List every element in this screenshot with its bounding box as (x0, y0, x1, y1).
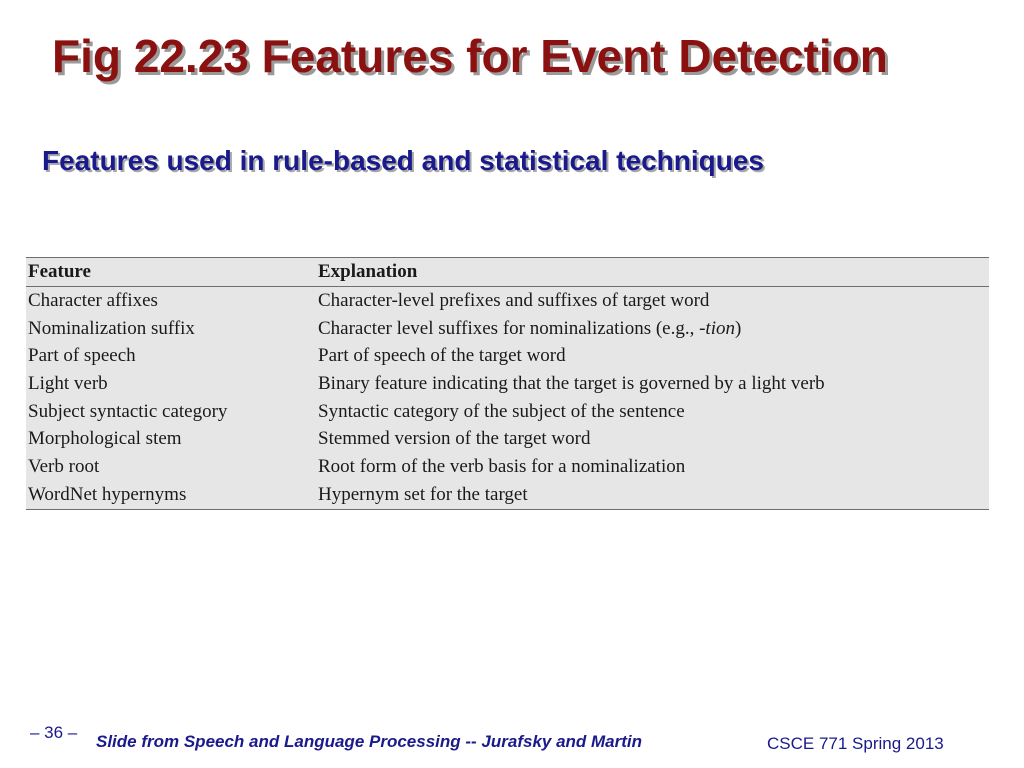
explanation-cell: Part of speech of the target word (318, 345, 566, 367)
column-header-explanation: Explanation (316, 258, 989, 287)
explanation-cell: Stemmed version of the target word (318, 428, 591, 450)
explanation-cell: Character-level prefixes and suffixes of target word (318, 289, 710, 311)
table-row (26, 453, 989, 481)
explanation-cell (316, 315, 989, 343)
table-row (26, 398, 989, 426)
features-table (26, 257, 989, 510)
slide-title: Fig 22.23 Features for Event Detection (52, 30, 888, 82)
course-label: CSCE 771 Spring 2013 (767, 734, 944, 753)
explanation-text: Character level suffixes for nominalizations (e.g., (318, 317, 700, 339)
feature-cell: Verb root (28, 455, 100, 477)
feature-cell: Subject syntactic category (28, 400, 228, 422)
explanation-cell: Root form of the verb basis for a nominalization (318, 455, 686, 477)
table-header-row (26, 258, 989, 287)
slide-credit: Slide from Speech and Language Processing -- Jurafsky and Martin (96, 732, 643, 751)
explanation-cell: Syntactic category of the subject of the sentence (318, 400, 685, 422)
table-row (26, 287, 989, 315)
table-row (26, 315, 989, 343)
explanation-cell: Hypernym set for the target (318, 483, 528, 505)
table-row (26, 342, 989, 370)
feature-cell: Part of speech (28, 345, 136, 367)
table-row (26, 481, 989, 509)
feature-cell: Morphological stem (28, 428, 182, 450)
feature-cell: WordNet hypernyms (28, 483, 187, 505)
explanation-text-tail: ) (735, 317, 742, 339)
table-row (26, 425, 989, 453)
feature-cell: Nominalization suffix (28, 317, 195, 339)
column-header-feature: Feature (26, 258, 316, 287)
feature-cell: Light verb (28, 372, 108, 394)
explanation-cell: Binary feature indicating that the target is governed by a light verb (318, 372, 825, 394)
suffix-example: -tion (699, 317, 735, 339)
table-row (26, 370, 989, 398)
page-number: – 36 – (30, 723, 78, 742)
feature-cell: Character affixes (28, 289, 158, 311)
slide-subtitle: Features used in rule-based and statistical techniques (42, 145, 764, 176)
